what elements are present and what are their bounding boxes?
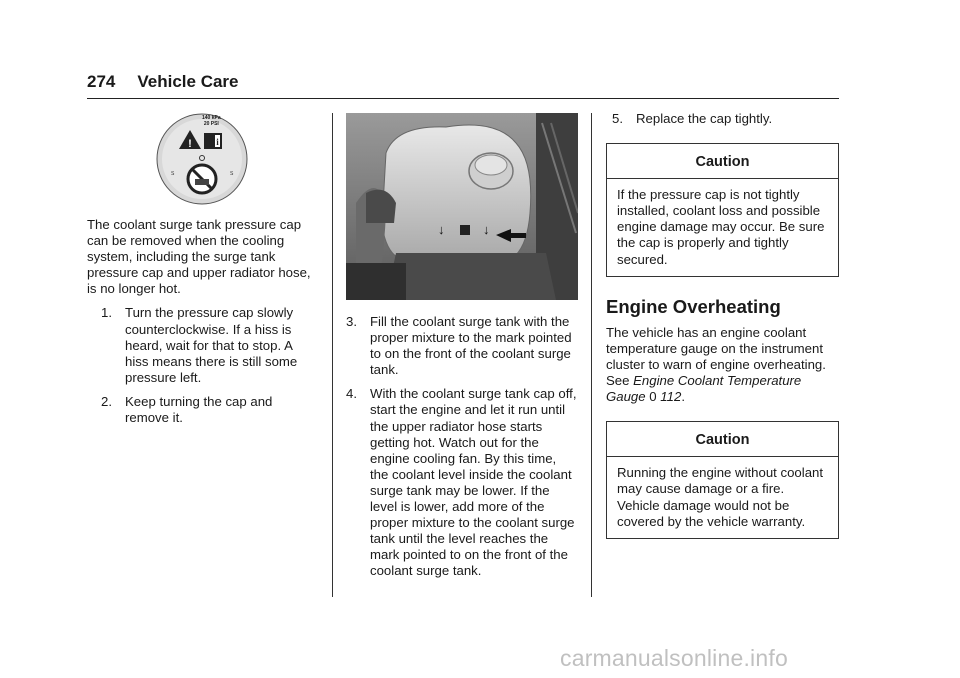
section-heading: Engine Overheating [606,295,781,317]
column-2 [346,113,577,588]
step-text: Turn the pressure cap slowly counterclockwise. If a hiss is heard, wait for that to stop. A hiss means there is still some pressure left. [125,305,298,385]
svg-text:i: i [216,137,219,147]
step-number: 2. [101,393,112,409]
caution-box-1 [606,143,839,277]
step-4 [346,386,577,579]
step-text: Replace the cap tightly. [636,111,773,126]
xref-link[interactable]: Engine Coolant Temperature Gauge [606,373,802,405]
surge-tank-illustration [346,113,578,300]
step-3 [346,314,577,378]
step-text: Keep turning the cap and remove it. [125,393,273,426]
svg-text:!: ! [188,138,192,150]
column-divider-2 [591,113,592,597]
svg-text:↓: ↓ [438,222,445,237]
column-1 [87,113,313,434]
surge-tank-photo [346,113,578,300]
page-number: 274 [87,72,116,91]
watermark: carmanualsonline.info [560,645,788,671]
pressure-label-kpa: 140 kPa [202,115,221,121]
pressure-label [202,115,221,127]
caution-title: Caution [607,144,838,179]
step-number: 1. [101,305,112,321]
pressure-label-psi: 20 PSI [203,121,219,127]
xref-symbol: 0 [649,389,657,405]
step-text: With the coolant surge tank cap off, start the engine and let it run until the upper radiator hose starts getting hot. Watch out for the engine cooling fan. By this time, the coolant level inside the coolant surge tank may be lower. If the level is lower, add more of the proper mixture to the coolant surge tank until the level reaches the mark pointed to on the front of the coolant surge tank. [370,386,577,579]
overheating-text: The vehicle has an engine coolant temperature gauge on the instrument cluster to warn of engine overheating. See [606,324,826,389]
xref-page[interactable]: 112 [660,389,682,405]
step-2 [87,394,313,426]
page-header [87,72,239,92]
section-title: Vehicle Care [137,72,239,91]
header-rule [87,98,839,99]
column-3 [606,111,839,539]
caution-box-2 [606,421,839,538]
step-5 [606,111,839,127]
intro-paragraph: The coolant surge tank pressure cap can be removed when the cooling system, including the surge tank pressure cap and upper radiator hose, is no longer hot. [87,217,311,297]
step-1 [87,305,313,385]
column-divider-1 [332,113,333,597]
step-text: Fill the coolant surge tank with the proper mixture to the mark pointed to on the front of the coolant surge tank. [370,314,572,378]
step-number: 5. [612,111,623,126]
overheating-paragraph [606,325,839,405]
step-number: 3. [346,314,357,329]
paragraph-end: . [681,389,685,405]
svg-text:↓: ↓ [483,222,490,237]
step-number: 4. [346,386,357,402]
svg-text:S: S [230,171,234,177]
caution-title: Caution [607,422,838,457]
caution-text: If the pressure cap is not tightly installed, coolant loss and possible engine damage may occur. Be sure the cap is properly and tightly secured. [617,187,825,267]
svg-text:S: S [171,171,175,177]
pressure-cap-diagram [87,113,313,205]
caution-text: Running the engine without coolant may cause damage or a fire. Vehicle damage would not be covered by the vehicle warranty. [617,465,824,529]
